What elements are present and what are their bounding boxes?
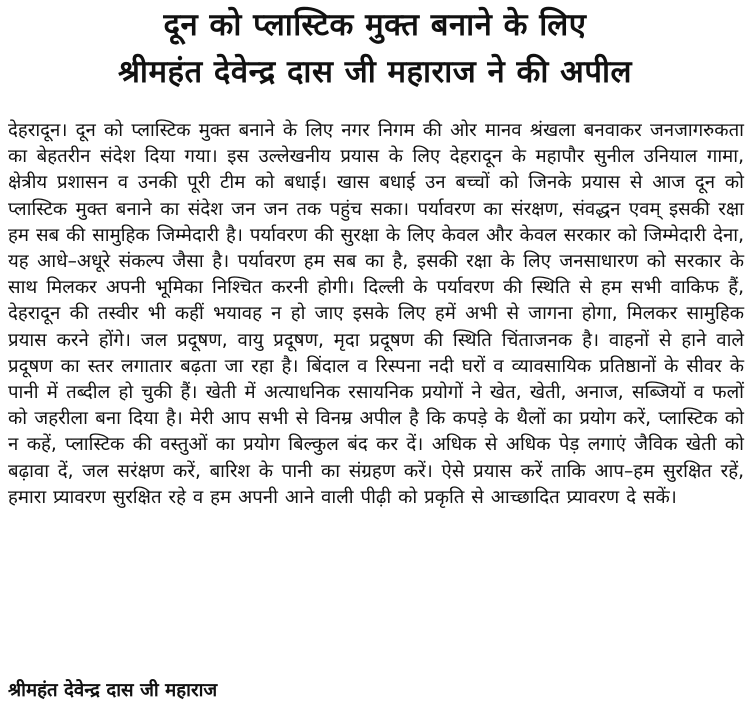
author-byline: श्रीमहंत देवेन्द्र दास जी महाराज (8, 680, 218, 701)
headline-line-2: श्रीमहंत देवेन्द्र दास जी महाराज ने की अपील (117, 54, 633, 90)
headline-line-1: दून को प्लास्टिक मुक्त बनाने के लिए (163, 7, 587, 43)
headline (0, 2, 750, 96)
article-body: देहरादून। दून को प्लास्टिक मुक्त बनाने के लिए नगर निगम की ओर मानव श्रंखला बनवाकर जनजागरुकता का बेहतरीन संदेश दिया गया। इस उल्लेखनीय प्रयास के लिए देहरादून के महापौर सुनील उनियाल गामा, क्षेत्रीय प्रशासन व उनकी पूरी टीम को बधाई। खास बधाई उन बच्चों को जिनके प्रयास से आज दून को प्लास्टिक मुक्त बनाने का संदेश जन जन तक पहुंच सका। पर्यावरण का संरक्षण, संवद्धन एवम् इसकी रक्षा हम सब की सामुहिक जिम्मेदारी है। पर्यावरण की सुरक्षा के लिए केवल और केवल सरकार को जिम्मेदारी देना, यह आधे–अधूरे संकल्प जैसा है। पर्यावरण हम सब का है, इसकी रक्षा के लिए जनसाधारण को सरकार के साथ मिलकर अपनी भूमिका निश्चित करनी होगी। दिल्ली के पर्यावरण की स्थिति से हम सभी वाकिफ हैं, देहरादून की तस्वीर भी कहीं भयावह न हो जाए इसके लिए हमें अभी से जागना होगा, मिलकर सामुहिक प्रयास करने होंगे। जल प्रदूषण, वायु प्रदूषण, मृदा प्रदूषण की स्थिति चिंताजनक है। वाहनों से हाने वाले प्रदूषण का स्तर लगातार बढ़ता जा रहा है। बिंदाल व रिस्पना नदी घरों व व्यावसायिक प्रतिष्ठानों के सीवर के पानी में तब्दील हो चुकी हैं। खेती में अत्याधनिक रसायनिक प्रयोगों ने खेत, खेती, अनाज, सब्जियों व फलों को जहरीला बना दिया है। मेरी आप सभी से विनम्र अपील है कि कपड़े के थैलों का प्रयोग करें, प्लास्टिक को न कहें, प्लास्टिक की वस्तुओं का प्रयोग बिल्कुल बंद कर दें। अधिक से अधिक पेड़ लगाएं जैविक खेती को बढ़ावा दें, जल सरंक्षण करें, बारिश के पानी का संग्रहण करें। ऐसे प्रयास करें ताकि आप–हम सुरक्षित रहें, हमारा प्र्यावरण सुरक्षित रहे व हम अपनी आने वाली पीढ़ी को प्रकृति से आच्छादित प्र्यावरण दे सकें। (8, 120, 744, 508)
